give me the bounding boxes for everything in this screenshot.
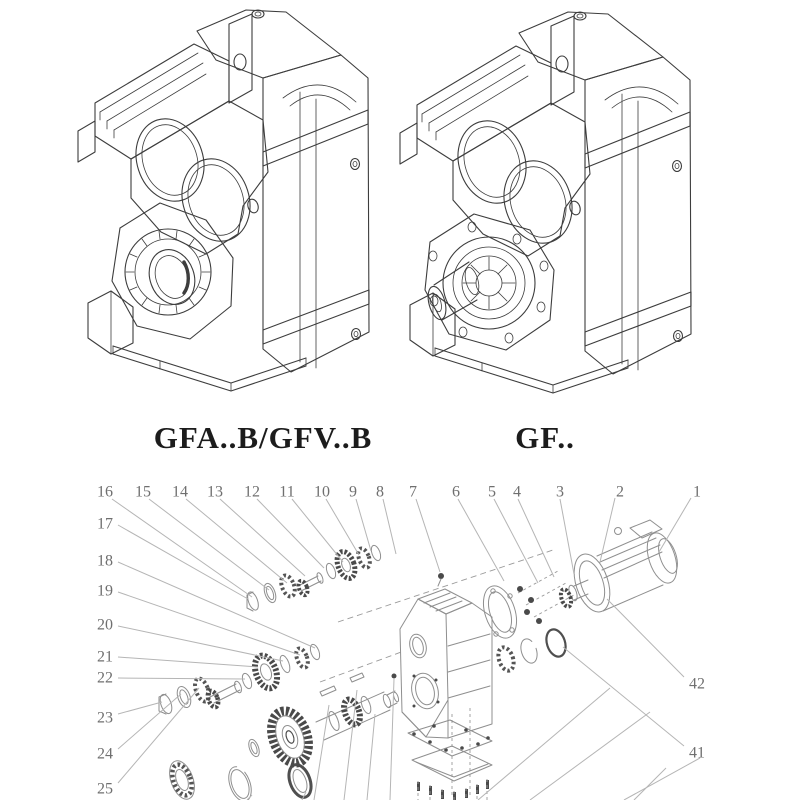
callout-25: 25 <box>97 780 113 798</box>
leader-line-5 <box>494 499 538 583</box>
gear-housing <box>400 589 492 800</box>
callout-21: 21 <box>97 648 113 666</box>
callout-22: 22 <box>97 669 113 687</box>
callout-10: 10 <box>314 483 330 501</box>
leader-line-16 <box>112 499 252 597</box>
callout-6: 6 <box>452 483 460 501</box>
callout-1: 1 <box>693 483 701 501</box>
key-part <box>320 686 336 696</box>
callout-19: 19 <box>97 582 113 600</box>
callout-18: 18 <box>97 552 113 570</box>
callout-20: 20 <box>97 616 113 634</box>
gearbox-drawing-hollow-shaft <box>78 10 369 391</box>
leader-line-1 <box>659 498 691 552</box>
callout-4: 4 <box>513 483 521 501</box>
leader-line-2 <box>600 498 615 562</box>
leader-line-21 <box>118 657 258 667</box>
leader-line-3 <box>560 499 574 574</box>
leader-line-22 <box>118 678 245 679</box>
leader-line-23 <box>118 702 162 714</box>
caption-right-model: GF.. <box>515 420 575 455</box>
input-shaft-parts <box>246 544 444 611</box>
callout-5: 5 <box>488 483 496 501</box>
callout-41: 41 <box>689 744 705 762</box>
leader-line-14 <box>186 499 287 583</box>
leader-line-42 <box>607 599 684 677</box>
callout-12: 12 <box>244 483 260 501</box>
leader-line-7 <box>416 499 440 572</box>
callout-13: 13 <box>207 483 223 501</box>
output-shaft-parts <box>165 673 400 800</box>
leader-line-17 <box>118 525 248 599</box>
callout-8: 8 <box>376 483 384 501</box>
leader-line-6 <box>458 499 504 581</box>
callout-2: 2 <box>616 483 624 501</box>
callout-labels <box>97 484 705 798</box>
leader-line-8 <box>383 499 396 554</box>
leader-line-11 <box>292 499 343 562</box>
leader-line-20 <box>118 626 283 661</box>
exploded-view <box>97 484 705 800</box>
caption-left-model: GFA..B/GFV..B <box>153 420 373 455</box>
callout-3: 3 <box>556 483 564 501</box>
callout-23: 23 <box>97 709 113 727</box>
callout-14: 14 <box>172 483 188 501</box>
callout-7: 7 <box>409 483 417 501</box>
partial-leader-lines <box>247 679 700 800</box>
cover-bolts <box>417 779 489 800</box>
callout-16: 16 <box>97 483 113 501</box>
leader-line-24 <box>118 694 181 749</box>
callout-24: 24 <box>97 745 113 763</box>
motor-adapter-parts <box>477 582 568 673</box>
callout-9: 9 <box>349 483 357 501</box>
leader-line-12 <box>257 499 324 568</box>
leader-line-9 <box>356 499 371 551</box>
leader-line-4 <box>518 499 554 577</box>
callout-11: 11 <box>279 483 295 501</box>
callout-15: 15 <box>135 483 151 501</box>
callout-17: 17 <box>97 515 113 533</box>
key-part <box>350 673 364 682</box>
gearbox-drawing-solid-shaft <box>400 12 691 393</box>
callout-42: 42 <box>689 675 705 693</box>
electric-motor <box>559 520 682 616</box>
